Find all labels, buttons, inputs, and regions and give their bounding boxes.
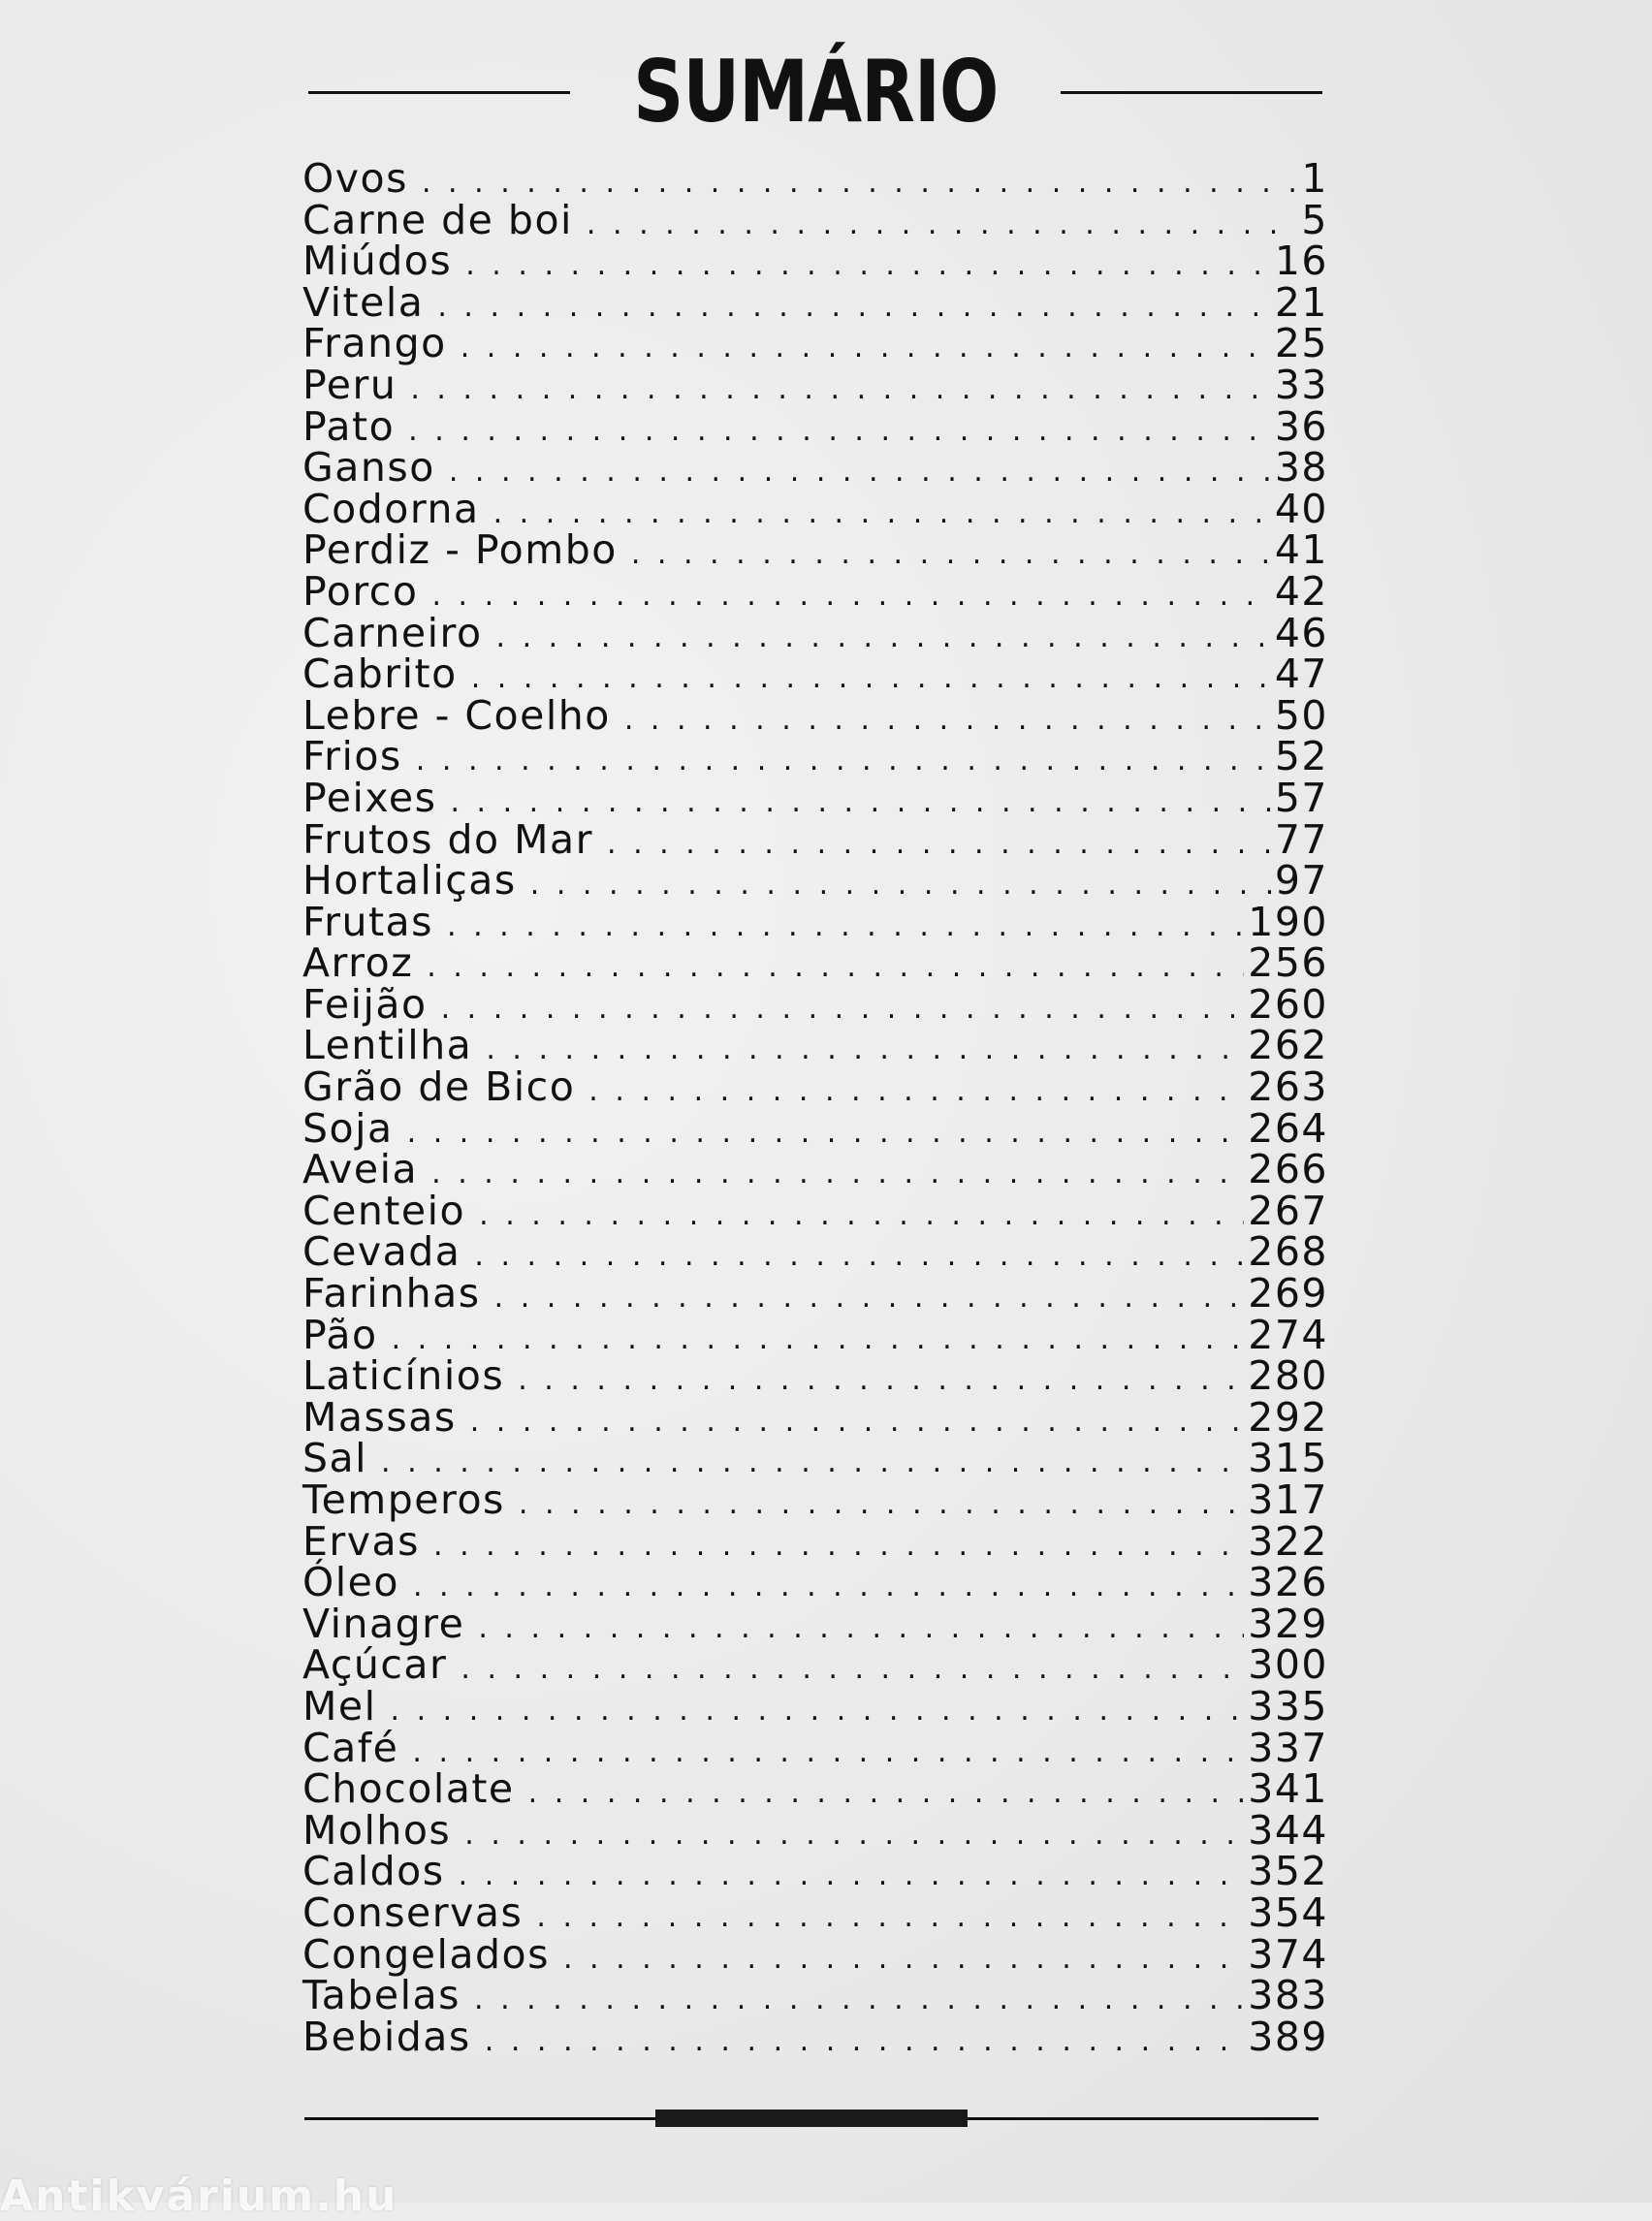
toc-leader-dots: [563, 1939, 1244, 1981]
toc-entry-page: 292: [1248, 1393, 1328, 1441]
toc-entry-label: Pão: [302, 1311, 378, 1358]
page-header: [308, 39, 1322, 145]
toc-entry-page: 264: [1248, 1104, 1328, 1152]
toc-entry-page: 46: [1274, 609, 1328, 656]
toc-entry: [302, 567, 1328, 615]
toc-entry-page: 344: [1248, 1806, 1328, 1854]
toc-leader-dots: [461, 1649, 1244, 1691]
toc-entry: [302, 444, 1328, 492]
toc-entry-label: Congelados: [302, 1930, 550, 1978]
toc-entry: [302, 1063, 1328, 1111]
toc-leader-dots: [449, 452, 1271, 493]
toc-entry-label: Codorna: [302, 485, 480, 532]
toc-entry-page: 77: [1274, 815, 1328, 863]
toc-entry-label: Porco: [302, 567, 419, 615]
toc-leader-dots: [427, 947, 1244, 989]
toc-entry: [302, 1393, 1328, 1441]
toc-entry-label: Ganso: [302, 444, 435, 492]
toc-leader-dots: [408, 411, 1271, 453]
toc-entry: [302, 1187, 1328, 1234]
toc-leader-dots: [494, 1278, 1245, 1319]
toc-entry: [302, 155, 1328, 202]
toc-leader-dots: [431, 576, 1270, 618]
toc-entry-label: Soja: [302, 1104, 394, 1152]
toc-entry: [302, 196, 1328, 243]
toc-entry-page: 42: [1274, 567, 1328, 615]
toc-entry: [302, 1600, 1328, 1647]
toc-entry-label: Molhos: [302, 1806, 452, 1854]
toc-entry-label: Conservas: [302, 1888, 524, 1936]
toc-entry-page: 190: [1248, 898, 1328, 945]
toc-leader-dots: [391, 1691, 1245, 1732]
toc-entry-label: Miúdos: [302, 238, 453, 285]
toc-entry: [302, 1022, 1328, 1069]
toc-entry-page: 317: [1248, 1476, 1328, 1523]
toc-entry-page: 341: [1248, 1765, 1328, 1813]
toc-entry-page: 322: [1248, 1517, 1328, 1565]
toc-leader-dots: [433, 1526, 1244, 1568]
toc-entry-page: 315: [1248, 1435, 1328, 1482]
toc-entry-page: 47: [1274, 650, 1328, 698]
toc-entry: [302, 1311, 1328, 1358]
page-footer: [304, 2107, 1318, 2130]
toc-leader-dots: [631, 534, 1271, 576]
toc-entry-label: Hortaliças: [302, 857, 517, 904]
toc-entry: [302, 1888, 1328, 1936]
toc-entry: [302, 402, 1328, 450]
toc-entry: [302, 980, 1328, 1028]
toc-entry: [302, 857, 1328, 904]
toc-entry-page: 21: [1274, 278, 1328, 326]
toc-entry-page: 335: [1248, 1682, 1328, 1729]
toc-leader-dots: [478, 1608, 1244, 1650]
toc-entry-page: 266: [1248, 1146, 1328, 1193]
table-of-contents: [302, 155, 1328, 2060]
toc-leader-dots: [465, 245, 1271, 287]
toc-leader-dots: [519, 1484, 1244, 1526]
toc-entry: [302, 361, 1328, 408]
toc-entry: [302, 320, 1328, 367]
toc-entry: [302, 1930, 1328, 1978]
toc-leader-dots: [536, 1897, 1244, 1939]
toc-entry: [302, 1352, 1328, 1400]
toc-entry-label: Frutos do Mar: [302, 815, 593, 863]
toc-leader-dots: [607, 824, 1271, 866]
toc-entry-label: Temperos: [302, 1476, 505, 1523]
toc-entry-label: Ervas: [302, 1517, 421, 1565]
toc-entry-page: 352: [1248, 1848, 1328, 1895]
toc-leader-dots: [464, 1815, 1244, 1856]
toc-entry-page: 326: [1248, 1559, 1328, 1606]
toc-entry: [302, 1641, 1328, 1689]
toc-leader-dots: [461, 328, 1271, 369]
toc-leader-dots: [479, 1195, 1244, 1237]
toc-entry-label: Peru: [302, 361, 397, 408]
toc-leader-dots: [413, 1567, 1244, 1608]
toc-leader-dots: [437, 287, 1270, 329]
toc-entry-page: 41: [1274, 526, 1328, 574]
toc-leader-dots: [588, 1071, 1244, 1113]
toc-entry-page: 329: [1248, 1600, 1328, 1647]
toc-entry-page: 262: [1248, 1022, 1328, 1069]
toc-leader-dots: [416, 741, 1271, 782]
toc-entry-label: Tabelas: [302, 1972, 461, 2019]
toc-entry-label: Bebidas: [302, 2013, 471, 2060]
watermark: Antikvárium.hu: [0, 2172, 398, 2221]
toc-entry: [302, 733, 1328, 780]
toc-leader-dots: [447, 906, 1244, 948]
toc-entry: [302, 1724, 1328, 1771]
toc-entry-page: 52: [1274, 733, 1328, 780]
footer-bar: [655, 2110, 968, 2127]
toc-leader-dots: [474, 1236, 1244, 1278]
toc-entry-label: Cevada: [302, 1228, 461, 1276]
toc-entry-page: 33: [1274, 361, 1328, 408]
toc-entry-page: 267: [1248, 1187, 1328, 1234]
toc-leader-dots: [624, 700, 1271, 742]
toc-entry: [302, 485, 1328, 532]
toc-entry: [302, 1806, 1328, 1854]
header-rule-right: [1061, 91, 1322, 94]
toc-entry-label: Lebre - Coelho: [302, 691, 611, 739]
toc-entry-label: Chocolate: [302, 1765, 515, 1813]
toc-entry: [302, 1435, 1328, 1482]
toc-leader-dots: [412, 1732, 1244, 1774]
toc-leader-dots: [381, 1443, 1244, 1484]
toc-leader-dots: [530, 865, 1271, 906]
toc-entry-page: 354: [1248, 1888, 1328, 1936]
toc-entry: [302, 691, 1328, 739]
toc-entry-page: 274: [1248, 1311, 1328, 1358]
toc-leader-dots: [441, 989, 1245, 1031]
toc-entry-page: 389: [1248, 2013, 1328, 2060]
toc-entry-label: Mel: [302, 1682, 377, 1729]
toc-entry-label: Carne de boi: [302, 196, 573, 243]
toc-leader-dots: [518, 1360, 1244, 1402]
toc-entry-page: 374: [1248, 1930, 1328, 1978]
toc-entry: [302, 278, 1328, 326]
toc-entry: [302, 526, 1328, 574]
toc-entry: [302, 1146, 1328, 1193]
toc-entry-page: 269: [1248, 1270, 1328, 1317]
toc-entry: [302, 1270, 1328, 1317]
toc-entry-page: 97: [1274, 857, 1328, 904]
toc-entry: [302, 1682, 1328, 1729]
toc-leader-dots: [470, 1402, 1245, 1444]
toc-entry-label: Açúcar: [302, 1641, 448, 1689]
toc-entry-label: Arroz: [302, 939, 414, 987]
toc-entry-label: Lentilha: [302, 1022, 473, 1069]
toc-entry-page: 57: [1274, 774, 1328, 821]
toc-entry-page: 337: [1248, 1724, 1328, 1771]
toc-entry-label: Óleo: [302, 1559, 399, 1606]
toc-leader-dots: [459, 1856, 1245, 1897]
page-title: SUMÁRIO: [632, 42, 999, 142]
toc-entry: [302, 1228, 1328, 1276]
toc-entry-label: Café: [302, 1724, 399, 1771]
toc-leader-dots: [474, 1980, 1244, 2021]
footer-rule-left: [304, 2117, 655, 2120]
toc-entry-label: Carneiro: [302, 609, 483, 656]
toc-entry-label: Vinagre: [302, 1600, 465, 1647]
toc-leader-dots: [410, 369, 1270, 411]
toc-entry-label: Massas: [302, 1393, 457, 1441]
toc-entry-label: Pato: [302, 402, 396, 450]
toc-entry-page: 1: [1301, 155, 1328, 202]
toc-leader-dots: [485, 2021, 1244, 2063]
toc-entry-label: Frutas: [302, 898, 434, 945]
toc-entry-label: Ovos: [302, 155, 408, 202]
toc-leader-dots: [528, 1773, 1245, 1815]
toc-entry-label: Frango: [302, 320, 447, 367]
toc-leader-dots: [486, 1030, 1244, 1071]
toc-leader-dots: [392, 1319, 1245, 1361]
toc-entry: [302, 1765, 1328, 1813]
toc-entry-page: 38: [1274, 444, 1328, 492]
toc-entry: [302, 815, 1328, 863]
toc-entry: [302, 774, 1328, 821]
toc-entry: [302, 939, 1328, 987]
toc-entry: [302, 609, 1328, 656]
toc-entry-label: Frios: [302, 733, 402, 780]
toc-entry-label: Vitela: [302, 278, 425, 326]
toc-leader-dots: [587, 205, 1297, 246]
toc-entry-page: 5: [1301, 196, 1328, 243]
toc-entry: [302, 650, 1328, 698]
toc-entry: [302, 1517, 1328, 1565]
toc-entry-label: Peixes: [302, 774, 437, 821]
toc-entry-label: Cabrito: [302, 650, 458, 698]
toc-entry: [302, 238, 1328, 285]
toc-entry-page: 25: [1274, 320, 1328, 367]
toc-entry-label: Perdiz - Pombo: [302, 526, 618, 574]
header-rule-left: [308, 91, 570, 94]
toc-entry-page: 40: [1274, 485, 1328, 532]
toc-leader-dots: [496, 618, 1271, 659]
toc-entry: [302, 1848, 1328, 1895]
footer-rule-right: [968, 2117, 1318, 2120]
toc-leader-dots: [407, 1113, 1245, 1155]
toc-entry: [302, 1559, 1328, 1606]
toc-entry-page: 383: [1248, 1972, 1328, 2019]
toc-entry: [302, 1104, 1328, 1152]
toc-entry-label: Grão de Bico: [302, 1063, 576, 1111]
toc-entry-label: Sal: [302, 1435, 368, 1482]
toc-entry-label: Feijão: [302, 980, 428, 1028]
toc-entry: [302, 898, 1328, 945]
toc-entry: [302, 2013, 1328, 2060]
toc-entry-page: 280: [1248, 1352, 1328, 1400]
toc-entry-label: Centeio: [302, 1187, 466, 1234]
toc-entry-page: 268: [1248, 1228, 1328, 1276]
toc-entry: [302, 1476, 1328, 1523]
toc-leader-dots: [431, 1154, 1244, 1195]
toc-entry-page: 263: [1248, 1063, 1328, 1111]
toc-entry-page: 300: [1248, 1641, 1328, 1689]
toc-entry-label: Farinhas: [302, 1270, 481, 1317]
toc-entry-page: 256: [1248, 939, 1328, 987]
toc-entry-label: Caldos: [302, 1848, 445, 1895]
toc-entry-label: Aveia: [302, 1146, 419, 1193]
toc-entry-page: 16: [1274, 238, 1328, 285]
toc-entry-page: 260: [1248, 980, 1328, 1028]
toc-entry-page: 36: [1274, 402, 1328, 450]
toc-entry-page: 50: [1274, 691, 1328, 739]
toc-entry: [302, 1972, 1328, 2019]
toc-entry-label: Laticínios: [302, 1352, 505, 1400]
